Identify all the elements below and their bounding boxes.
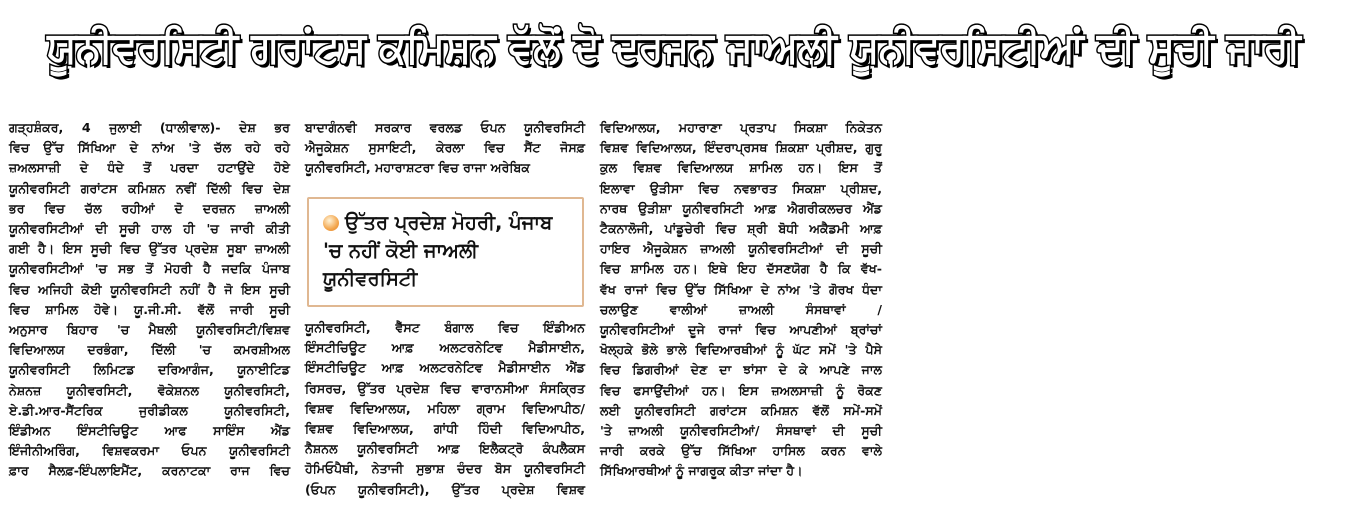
- article-line: 'ਤੇ ਜ਼ਾਅਲੀ ਯੂਨੀਵਰਸਿਟੀਆਂ/ ਸੰਸਥਾਵਾਂ ਦੀ ਸੂਚੀ: [600, 423, 882, 439]
- article-line: ਵਿਚ ਅਜਿਹੀ ਕੋਈ ਯੂਨੀਵਰਸਿਟੀ ਨਹੀਂ ਹੈ ਜੋ ਇਸ ਸੂਚੀ: [9, 281, 290, 297]
- article-line: ਇਲਾਵਾ ਉੜੀਸਾ ਵਿਚ ਨਵਭਾਰਤ ਸਿਕਸ਼ਾ ਪ੍ਰੀਸ਼ਦ,: [600, 180, 882, 196]
- article-line: ਵਿਸ਼ਵ ਵਿਦਿਆਲਯ, ਇੰਦਰਾਪ੍ਰਸਥ ਸ਼ਿਕਸ਼ਾ ਪ੍ਰੀਸ਼ਦ, ਗੁਰੂ: [600, 140, 882, 156]
- article-line: ਇੰਜੀਨੀਅਰਿੰਗ, ਵਿਸ਼ਵਕਰਮਾ ਓਪਨ ਯੂਨੀਵਰਸਿਟੀ: [9, 443, 290, 459]
- article-line: ਇੰਸਟੀਚਿਊਟ ਆਫ਼ ਅਲਟਰਨੇਟਿਵ ਮੈਡੀਸਾਈਨ ਐਂਡ: [305, 360, 585, 376]
- article-line: ਵਿਚ ਡਿਗਰੀਆਂ ਦੇਣ ਦਾ ਝਾਂਸਾ ਦੇ ਕੇ ਆਪਣੇ ਜਾਲ: [600, 362, 882, 378]
- article-line: ਯੂਨੀਵਰਸਿਟੀਆਂ ਦੀ ਸੂਚੀ ਹਾਲ ਹੀ 'ਚ ਜਾਰੀ ਕੀਤੀ: [9, 221, 290, 237]
- pull-quote-line: ਯੂਨੀਵਰਸਿਟੀ: [323, 267, 418, 290]
- pull-quote-line: 'ਚ ਨਹੀਂ ਕੋਈ ਜਾਅਲੀ: [323, 239, 479, 262]
- article-line: ਇੰਡੀਅਨ ਇੰਸਟੀਚਿਊਟ ਆਫ ਸਾਇੰਸ ਐਂਡ: [9, 423, 290, 439]
- pull-quote-line: [323, 209, 574, 237]
- article-line: ਨਾਰਥ ਉੜੀਸ਼ਾ ਯੂਨੀਵਰਸਿਟੀ ਆਫ਼ ਐਗਰੀਕਲਚਰ ਐਂਡ: [600, 200, 882, 216]
- pull-quote-box: [307, 197, 584, 307]
- article-line: ਏ.ਡੀ.ਆਰ-ਸੈਂਟਰਿਕ ਜੁਰੀਡੀਕਲ ਯੂਨੀਵਰਸਿਟੀ,: [9, 402, 290, 418]
- article-line: ਵੱਖ ਰਾਜਾਂ ਵਿਚ ਉੱਚ ਸਿੱਖਿਆ ਦੇ ਨਾਂਅ 'ਤੇ ਗੋਰਖ ਧੰਦਾ: [600, 281, 882, 297]
- headline-banner: [0, 4, 1301, 100]
- article-line: ਨੇਸ਼ਨਜ਼ ਯੂਨੀਵਰਸਿਟੀ, ਵੋਕੇਸ਼ਨਲ ਯੂਨੀਵਰਸਿਟੀ,: [9, 382, 290, 398]
- article-column-2-bottom: [305, 318, 585, 500]
- article-line: ਇੰਸਟੀਚਿਊਟ ਆਫ਼ ਅਲਟਰਨੇਟਿਵ ਮੈਡੀਸਾਈਨ,: [305, 340, 585, 356]
- article-line: ਯੂਨੀਵਰਸਿਟੀਆਂ 'ਚ ਸਭ ਤੋਂ ਮੋਹਰੀ ਹੈ ਜਦਕਿ ਪੰਜਾਬ: [9, 261, 290, 277]
- article-line: ਯੂਨੀਵਰਸਿਟੀ, ਵੈੱਸਟ ਬੰਗਾਲ ਵਿਚ ਇੰਡੀਅਨ: [305, 320, 585, 335]
- article-line: ਚਲਾਉਣ ਵਾਲੀਆਂ ਜ਼ਾਅਲੀ ਸੰਸਥਾਵਾਂ /: [600, 301, 882, 317]
- pull-quote-text: ਉੱਤਰ ਪ੍ਰਦੇਸ਼ ਮੋਹਰੀ, ਪੰਜਾਬ: [345, 211, 553, 234]
- article-line: ਵਿਚ ਉੱਚ ਸਿੱਖਿਆ ਦੇ ਨਾਂਅ 'ਤੇ ਚੱਲ ਰਹੇ ਰਹੇ: [9, 140, 290, 156]
- article-line: ਯੂਨੀਵਰਸਿਟੀ, ਮਹਾਰਾਸ਼ਟਰਾ ਵਿਚ ਰਾਜਾ ਅਰੇਬਿਕ: [305, 160, 530, 176]
- article-line: ਵਿਸ਼ਵ ਵਿਦਿਆਲਯ, ਮਹਿਲਾ ਗ੍ਰਾਮ ਵਿਦਿਆਪੀਠ/: [305, 400, 585, 416]
- headline: ਯੂਨੀਵਰਸਿਟੀ ਗਰਾਂਟਸ ਕਮਿਸ਼ਨ ਵੱਲੋਂ ਦੋ ਦਰਜਨ ਜਾਅਲੀ ਯੂਨੀਵਰਸਿਟੀਆਂ ਦੀ ਸੂਚੀ ਜਾਰੀ: [47, 23, 1301, 73]
- article-line: ਕੁਲ ਵਿਸ਼ਵ ਵਿਦਿਆਲਯ ਸ਼ਾਮਿਲ ਹਨ। ਇਸ ਤੋਂ: [600, 160, 882, 176]
- article-line: ਯੂਨੀਵਰਸਿਟੀ ਗਰਾਂਟਸ ਕਮਿਸ਼ਨ ਨਵੀਂ ਦਿੱਲੀ ਵਿਚ ਦੇਸ਼: [9, 180, 290, 196]
- article-line: (ਓਪਨ ਯੂਨੀਵਰਸਿਟੀ), ਉੱਤਰ ਪ੍ਰਦੇਸ਼ ਵਿਸ਼ਵ: [305, 481, 585, 497]
- article-line: ਬਾਦਾਗੰਨਵੀ ਸਰਕਾਰ ਵਰਲਡ ਓਪਨ ਯੂਨੀਵਰਸਿਟੀ: [305, 120, 585, 135]
- bullet-icon: [323, 215, 339, 231]
- article-line: ਯੂਨੀਵਰਸਿਟੀਆਂ ਦੂਜੇ ਰਾਜਾਂ ਵਿਚ ਆਪਣੀਆਂ ਬ੍ਰਾਂਚਾਂ: [600, 322, 882, 338]
- article-line: ਵਿਦਿਆਲਯ, ਮਹਾਰਾਣਾ ਪ੍ਰਤਾਪ ਸਿਕਸ਼ਾ ਨਿਕੇਤਨ: [600, 120, 882, 135]
- article-line: ਵਿਚ ਸ਼ਾਮਿਲ ਹੋਵੇ। ਯੂ.ਜੀ.ਸੀ. ਵੱਲੋਂ ਜਾਰੀ ਸੂਚੀ: [9, 301, 290, 317]
- article-line: ਹੋਮਿਓਪੈਥੀ, ਨੇਤਾਜੀ ਸੁਭਾਸ਼ ਚੰਦਰ ਬੋਸ ਯੂਨੀਵਰਸਿਟੀ: [305, 461, 585, 477]
- article-line: ਅਨੁਸਾਰ ਬਿਹਾਰ 'ਚ ਮੈਥਲੀ ਯੂਨੀਵਰਸਿਟੀ/ਵਿਸ਼ਵ: [9, 322, 290, 338]
- article-column-3: [600, 118, 882, 482]
- article-line: ਫ਼ਾਰ ਸੈਲਫ਼-ਇੰਪਲਾਇਮੈਂਟ, ਕਰਨਾਟਕਾ ਰਾਜ ਵਿਚ: [9, 463, 290, 479]
- article-line: ਗੜ੍ਹਸ਼ੰਕਰ, 4 ਜੁਲਾਈ (ਧਾਲੀਵਾਲ)- ਦੇਸ਼ ਭਰ: [9, 120, 290, 135]
- article-line: ਗਈ ਹੈ। ਇਸ ਸੂਚੀ ਵਿਚ ਉੱਤਰ ਪ੍ਰਦੇਸ਼ ਸੂਬਾ ਜ਼ਾਅਲੀ: [9, 241, 290, 257]
- article-line: ਭਰ ਵਿਚ ਚੱਲ ਰਹੀਆਂ ਦੋ ਦਰਜ਼ਨ ਜ਼ਾਅਲੀ: [9, 200, 290, 216]
- article-line: ਵਿਦਿਆਲਯ ਦਰਭੰਗਾ, ਦਿੱਲੀ 'ਚ ਕਮਰਸ਼ੀਅਲ: [9, 342, 290, 358]
- article-line: ਵਿਚ ਫਸਾਉਂਦੀਆਂ ਹਨ। ਇਸ ਜ਼ਅਲਸਾਜ਼ੀ ਨੂੰ ਰੋਕਣ: [600, 382, 882, 398]
- article-line: ਖੋਲ੍ਹਕੇ ਭੋਲੇ ਭਾਲੇ ਵਿਦਿਆਰਥੀਆਂ ਨੂੰ ਘੱਟ ਸਮੇਂ 'ਤੇ ਪੈਸੇ: [600, 342, 882, 358]
- article-line: ਨੈਸ਼ਨਲ ਯੂਨੀਵਰਸਿਟੀ ਆਫ਼ ਇਲੈਕਟ੍ਰੋ ਕੰਪਲੈਕਸ: [305, 441, 585, 457]
- article-column-1: [9, 118, 290, 482]
- article-line: ਵਿਸ਼ਵ ਵਿਦਿਆਲਯ, ਗਾਂਧੀ ਹਿੰਦੀ ਵਿਦਿਆਪੀਠ,: [305, 421, 585, 437]
- article-line: ਰਿਸਰਚ, ਉੱਤਰ ਪ੍ਰਦੇਸ਼ ਵਿਚ ਵਾਰਾਨਸੀਆ ਸੰਸਕ੍ਰਿਤ: [305, 380, 585, 396]
- article-line: ਟੈਕਨਾਲੋਜੀ, ਪਾਂਡੂਚੇਰੀ ਵਿਚ ਸ਼੍ਰੀ ਬੋਧੀ ਅਕੈਡਮੀ ਆਫ਼: [600, 221, 882, 237]
- article-line: ਜ਼ਅਲਸਾਜ਼ੀ ਦੇ ਧੰਦੇ ਤੋਂ ਪਰਦਾ ਹਟਾਉਂਦੇ ਹੋਏ: [9, 160, 290, 176]
- article-line: ਸਿੱਖਿਆਰਥੀਆਂ ਨੂੰ ਜਾਗਰੂਕ ਕੀਤਾ ਜਾਂਦਾ ਹੈ।: [600, 463, 803, 479]
- pull-quote: [323, 209, 574, 293]
- article-column-2-top: [305, 118, 585, 179]
- article-line: ਐਜੂਕੇਸ਼ਨ ਸੁਸਾਇਟੀ, ਕੇਰਲਾ ਵਿਚ ਸੈਂਟ ਜੋਸਫ਼: [305, 140, 585, 156]
- article-line: ਵਿਚ ਸ਼ਾਮਿਲ ਹਨ। ਇਥੇ ਇਹ ਦੱਸਣਯੋਗ ਹੈ ਕਿ ਵੱਖ-: [600, 261, 882, 277]
- article-line: ਜਾਰੀ ਕਰਕੇ ਉੱਚ ਸਿੱਖਿਆ ਹਾਸਿਲ ਕਰਨ ਵਾਲੇ: [600, 443, 882, 459]
- article-line: ਹਾਇਰ ਐਜੂਕੇਸ਼ਨ ਜ਼ਾਅਲੀ ਯੂਨੀਵਰਸਿਟੀਆਂ ਦੀ ਸੂਚੀ: [600, 241, 882, 257]
- article-line: ਯੂਨੀਵਰਸਿਟੀ ਲਿਮਿਟਡ ਦਰਿਆਗੰਜ, ਯੂਨਾਈਟਿਡ: [9, 362, 290, 378]
- article-line: ਲਈ ਯੂਨੀਵਰਸਿਟੀ ਗਰਾਂਟਸ ਕਮਿਸ਼ਨ ਵੱਲੋਂ ਸਮੇਂ-ਸਮੇਂ: [600, 402, 882, 418]
